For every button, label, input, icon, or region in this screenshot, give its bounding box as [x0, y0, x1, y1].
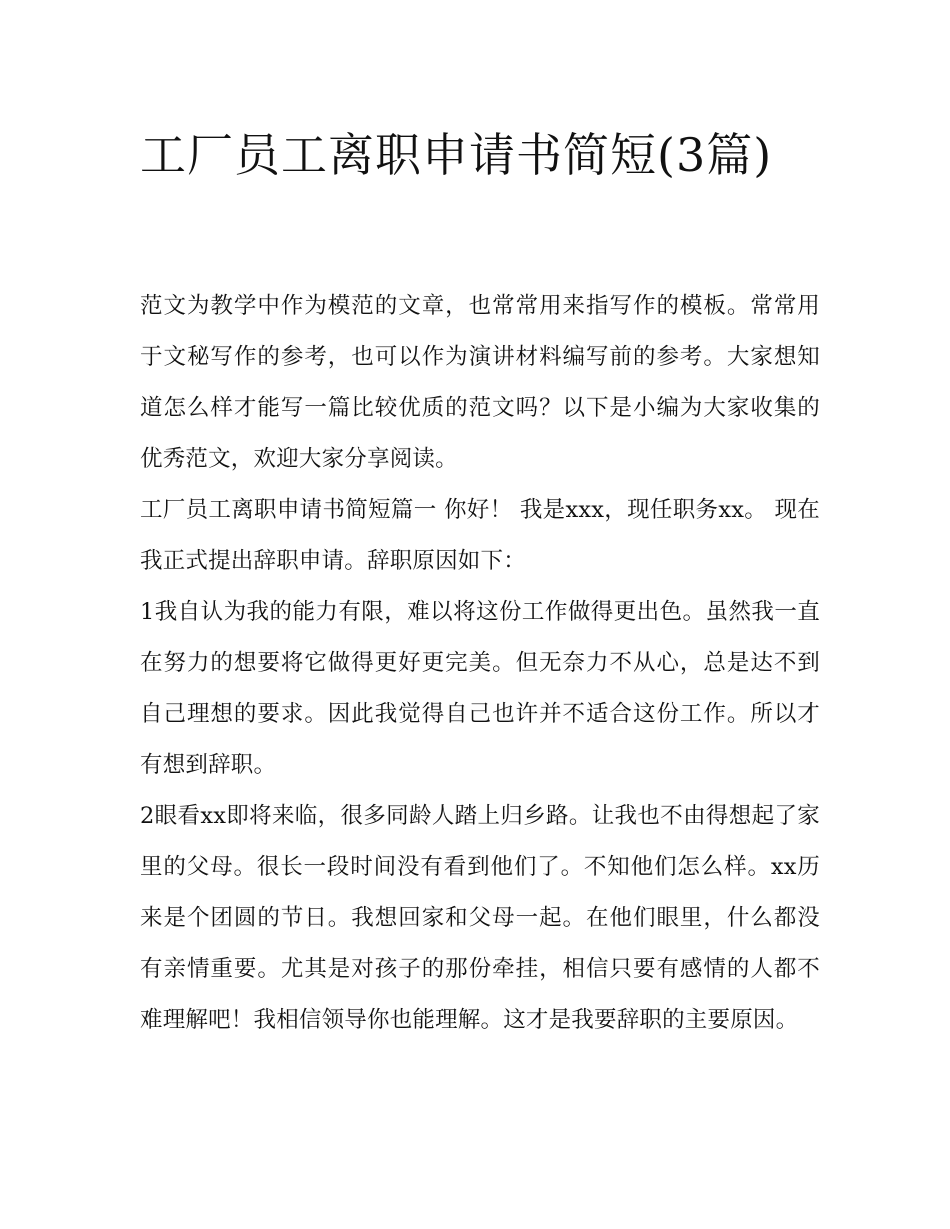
document-title: 工厂员工离职申请书简短(3篇)	[140, 128, 773, 182]
reason-2-paragraph: 2眼看xx即将来临，很多同龄人踏上归乡路。让我也不由得想起了家里的父母。很长一段时间没有看到他们了。不知他们怎么样。xx历来是个团圆的节日。我想回家和父母一起。在他们眼里，什么都没有亲情重要。尤其是对孩子的那份牵挂，相信只要有感情的人都不难理解吧！我相信领导你也能理解。这才是我要辞职的主要原因。	[140, 803, 820, 1033]
intro-paragraph: 范文为教学中作为模范的文章，也常常用来指写作的模板。常常用于文秘写作的参考，也可以作为演讲材料编写前的参考。大家想知道怎么样才能写一篇比较优质的范文吗？以下是小编为大家收集的优秀范文，欢迎大家分享阅读。	[140, 293, 820, 472]
reason-1-paragraph: 1我自认为我的能力有限，难以将这份工作做得更出色。虽然我一直在努力的想要将它做得更好更完美。但无奈力不从心，总是达不到自己理想的要求。因此我觉得自己也许并不适合这份工作。所以才有想到辞职。	[140, 599, 820, 778]
letter-opening-paragraph: 工厂员工离职申请书简短篇一 你好！ 我是xxx，现任职务xx。 现在我正式提出辞职申请。辞职原因如下：	[140, 497, 820, 574]
document-body	[140, 281, 820, 1046]
